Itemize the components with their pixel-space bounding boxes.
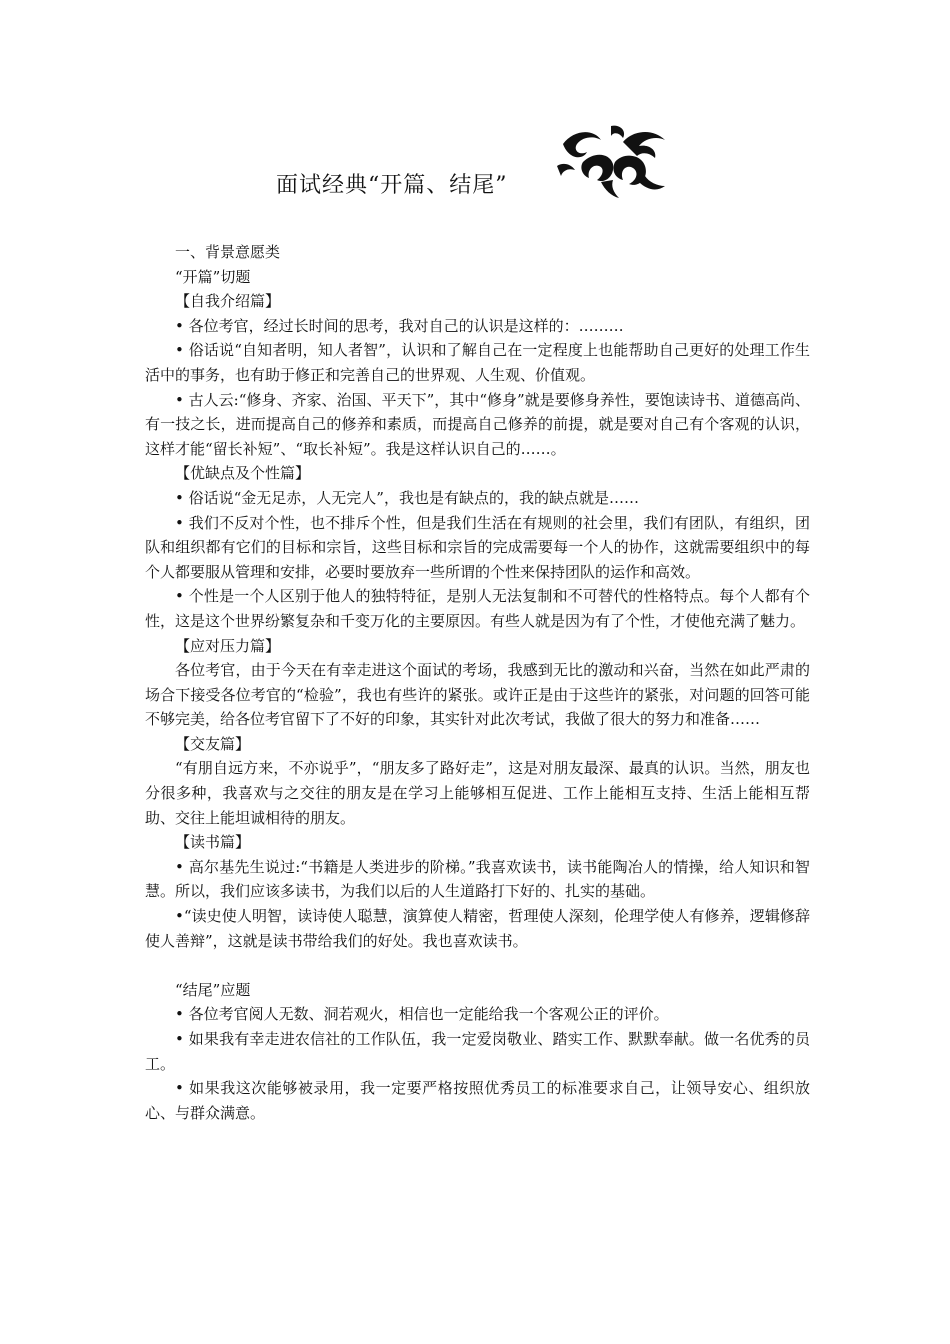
paragraph: • 个性是一个人区别于他人的独特特征，是别人无法复制和不可替代的性格特点。每个人都有个性，这是这个世界纷繁复杂和千变万化的主要原因。有些人就是因为有了个性，才使他充满了魅力。 <box>145 587 810 630</box>
paragraph: • 高尔基先生说过:“书籍是人类进步的阶梯。”我喜欢读书，读书能陶冶人的情操，给人知识和智慧。所以，我们应该多读书，为我们以后的人生道路打下好的、扎实的基础。 <box>145 857 810 901</box>
section-heading: 一、背景意愿类 <box>175 243 281 261</box>
paragraph: • 俗话说“金无足赤，人无完人”，我也是有缺点的，我的缺点就是…… <box>175 488 639 507</box>
paragraph: • 各位考官，经过长时间的思考，我对自己的认识是这样的：……… <box>175 316 624 335</box>
document-body <box>145 240 810 1125</box>
paragraph: 各位考官，由于今天在有幸走进这个面试的考场，我感到无比的激动和兴奋，当然在如此严肃的场合下接受各位考官的“检验”，我也有些许的紧张。或许正是由于这些许的紧张，对问题的回答可能不够完美，给各位考官留下了不好的印象，其实针对此次考试，我做了很大的努力和准备…… <box>145 661 810 729</box>
paragraph: • 我们不反对个性，也不排斥个性，但是我们生活在有规则的社会里，我们有团队，有组织，团队和组织都有它们的目标和宗旨，这些目标和宗旨的完成需要每一个人的协作，这就需要组织中的每个人都要服从管理和安排，必要时要放弃一些所谓的个性来保持团队的运作和高效。 <box>145 513 810 581</box>
paragraph: “有朋自远方来，不亦说乎”，“朋友多了路好走”，这是对朋友最深、最真的认识。当然，朋友也分很多种，我喜欢与之交往的朋友是在学习上能够相互促进、工作上能相互支持、生活上能相互帮助、交往上能坦诚相待的朋友。 <box>145 759 810 827</box>
paragraph: •“读史使人明智，读诗使人聪慧，演算使人精密，哲理使人深刻，伦理学使人有修养，逻辑修辞使人善辩”，这就是读书带给我们的好处。我也喜欢读书。 <box>145 907 810 950</box>
page-title: 面试经典“开篇、结尾” <box>276 173 508 198</box>
paragraph: • 古人云:“修身、齐家、治国、平天下”，其中“修身”就是要修身养性，要饱读诗书、道德高尚、有一技之长，进而提高自己的修养和素质，而提高自己修养的前提，就是要对自己有个客观的认识，这样才能“留长补短”、“取长补短”。我是这样认识自己的……。 <box>145 390 810 458</box>
subsection-heading: “结尾”应题 <box>175 980 251 999</box>
paragraph: • 如果我这次能够被录用，我一定要严格按照优秀员工的标准要求自己，让领导安心、组织放心、与群众满意。 <box>145 1079 810 1122</box>
section-heading: 【应对压力篇】 <box>175 636 281 655</box>
floral-ornament-icon <box>553 122 671 200</box>
paragraph: • 如果我有幸走进农信社的工作队伍，我一定爱岗敬业、踏实工作、默默奉献。做一名优秀的员工。 <box>145 1030 810 1073</box>
paragraph: • 各位考官阅人无数、洞若观火，相信也一定能给我一个客观公正的评价。 <box>175 1005 669 1024</box>
paragraph: • 俗话说“自知者明，知人者智”，认识和了解自己在一定程度上也能帮助自己更好的处理工作生活中的事务，也有助于修正和完善自己的世界观、人生观、价值观。 <box>145 341 810 384</box>
section-heading: 【优缺点及个性篇】 <box>175 464 311 483</box>
section-heading: 【自我介绍篇】 <box>175 292 281 311</box>
section-heading: 【交友篇】 <box>175 734 251 753</box>
spacer <box>145 953 810 978</box>
subsection-heading: “开篇”切题 <box>175 267 251 286</box>
section-heading: 【读书篇】 <box>175 833 251 852</box>
